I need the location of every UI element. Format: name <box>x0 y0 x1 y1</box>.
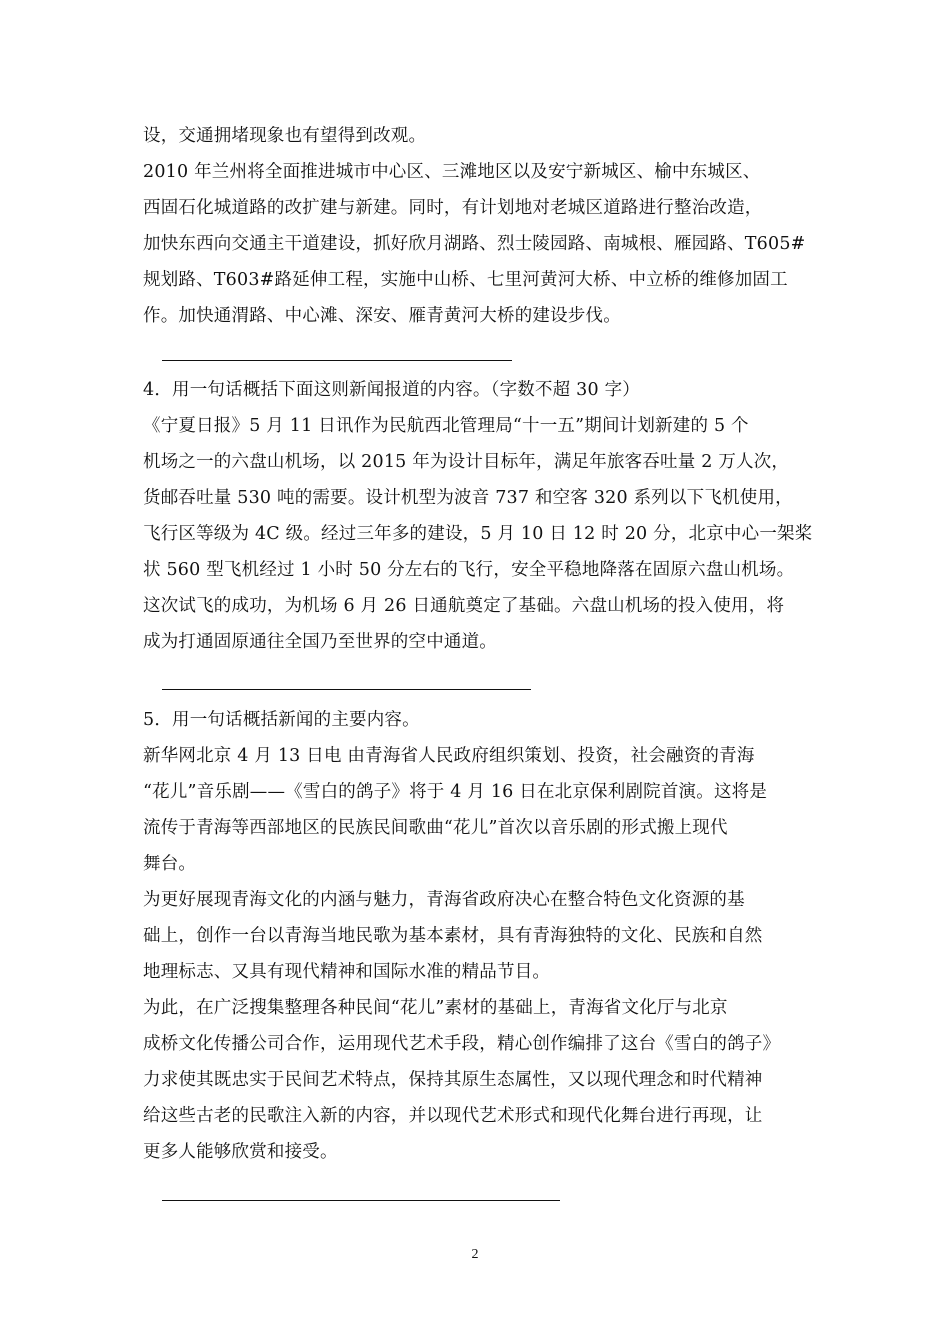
news-line: 础上，创作一台以青海当地民歌为基本素材，具有青海独特的文化、民族和自然 <box>143 926 763 946</box>
news-line: 力求使其既忠实于民间艺术特点，保持其原生态属性，又以现代理念和时代精神 <box>143 1070 763 1090</box>
answer-line <box>162 360 512 361</box>
news-line: 更多人能够欣赏和接受。 <box>143 1142 338 1162</box>
news-line: 流传于青海等西部地区的民族民间歌曲“花儿”首次以音乐剧的形式搬上现代 <box>143 818 728 838</box>
intro-line: 加快东西向交通主干道建设，抓好欣月湖路、烈士陵园路、南城根、雁园路、T605# <box>143 234 806 254</box>
news-line: 机场之一的六盘山机场，以 2015 年为设计目标年，满足年旅客吞吐量 2 万人次， <box>143 452 790 472</box>
answer-line <box>162 689 531 690</box>
intro-line: 2010 年兰州将全面推进城市中心区、三滩地区以及安宁新城区、榆中东城区、 <box>143 162 761 182</box>
news-line: 成桥文化传播公司合作，运用现代艺术手段，精心创作编排了这台《雪白的鸽子》 <box>143 1034 781 1054</box>
news-line: 新华网北京 4 月 13 日电 由青海省人民政府组织策划、投资，社会融资的青海 <box>143 746 755 766</box>
page-number: 2 <box>471 1247 479 1262</box>
news-line: 给这些古老的民歌注入新的内容，并以现代艺术形式和现代化舞台进行再现，让 <box>143 1106 763 1126</box>
news-line: 成为打通固原通往全国乃至世界的空中通道。 <box>143 632 497 652</box>
news-line: 《宁夏日报》5 月 11 日讯作为民航西北管理局“十一五”期间计划新建的 5 个 <box>143 416 749 436</box>
intro-line: 作。加快通渭路、中心滩、深安、雁青黄河大桥的建设步伐。 <box>143 306 621 326</box>
news-line: 为更好展现青海文化的内涵与魅力，青海省政府决心在整合特色文化资源的基 <box>143 890 745 910</box>
news-line: 这次试飞的成功，为机场 6 月 26 日通航奠定了基础。六盘山机场的投入使用，将 <box>143 596 785 616</box>
news-line: 状 560 型飞机经过 1 小时 50 分左右的飞行，安全平稳地降落在固原六盘山机场。 <box>143 560 795 580</box>
intro-line: 设，交通拥堵现象也有望得到改观。 <box>143 126 427 146</box>
news-line: 飞行区等级为 4C 级。经过三年多的建设，5 月 10 日 12 时 20 分，北京中心一架桨 <box>143 524 813 544</box>
news-line: 舞台。 <box>143 854 197 874</box>
news-line: 为此，在广泛搜集整理各种民间“花儿”素材的基础上，青海省文化厅与北京 <box>143 998 728 1018</box>
news-line: 货邮吞吐量 530 吨的需要。设计机型为波音 737 和空客 320 系列以下飞机使用， <box>143 488 793 508</box>
news-line: “花儿”音乐剧——《雪白的鸽子》将于 4 月 16 日在北京保利剧院首演。这将是 <box>143 782 768 802</box>
question-prompt: 5．用一句话概括新闻的主要内容。 <box>143 710 420 730</box>
question-prompt: 4．用一句话概括下面这则新闻报道的内容。（字数不超 30 字） <box>143 380 640 400</box>
news-line: 地理标志、又具有现代精神和国际水准的精品节目。 <box>143 962 551 982</box>
intro-line: 规划路、T603#路延伸工程，实施中山桥、七里河黄河大桥、中立桥的维修加固工 <box>143 270 788 290</box>
intro-line: 西固石化城道路的改扩建与新建。同时，有计划地对老城区道路进行整治改造， <box>143 198 763 218</box>
answer-line <box>162 1200 560 1201</box>
